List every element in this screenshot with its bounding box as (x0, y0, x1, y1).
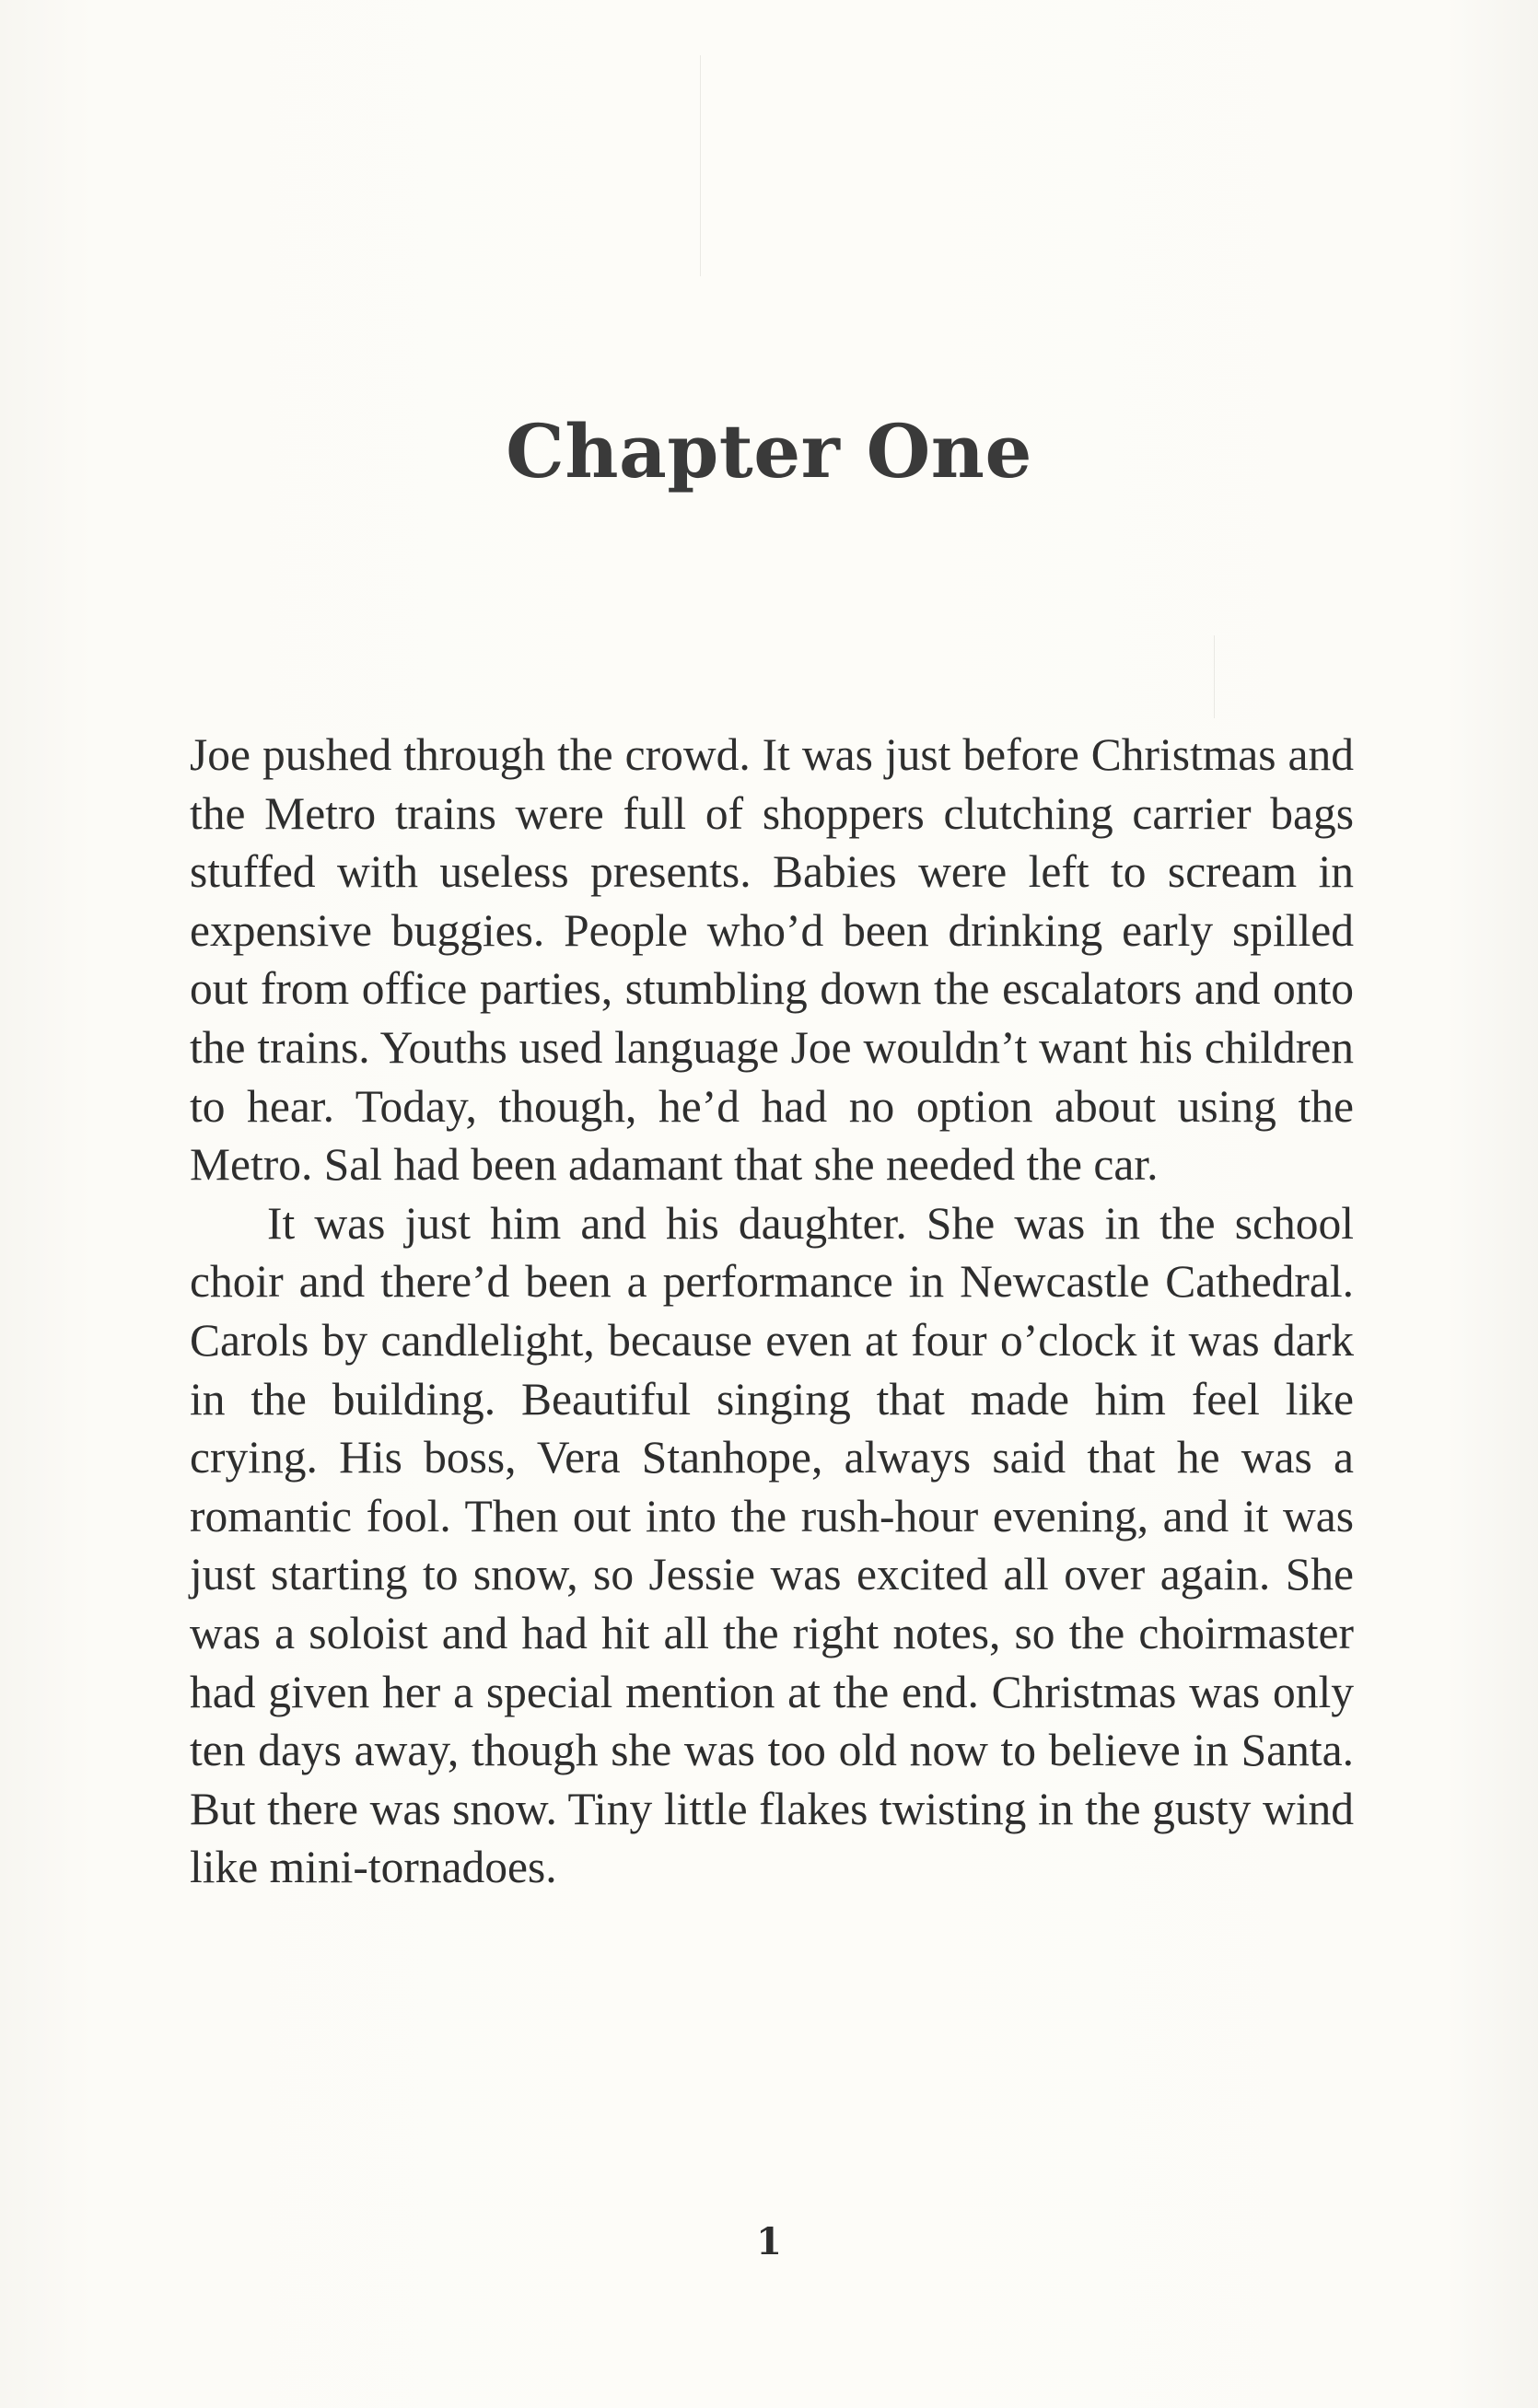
paragraph-1: Joe pushed through the crowd. It was just before Christmas and the Metro trains were full of shoppers clutching carrier bags stuffed with useless presents. Babies were left to scream in expensive buggies. People who’d been drinking early spilled out from office parties, stumbling down the escalators and onto the trains. Youths used language Joe wouldn’t want his children to hear. Today, though, he’d had no option about using the Metro. Sal had been adamant that she needed the car. (190, 729, 1354, 1191)
scan-artifact-line (700, 55, 701, 276)
page-number: 1 (756, 2220, 782, 2263)
chapter-title: Chapter One (506, 408, 1032, 494)
scan-artifact-line (1214, 635, 1215, 718)
paragraph-2: It was just him and his daughter. She was in the school choir and there’d been a performance in Newcastle Cathedral. Carols by candlelight, because even at four o’clock it was dark in the building. Beautiful singing that made him feel like crying. His boss, Vera Stanhope, always said that he was a romantic fool. Then out into the rush-hour evening, and it was just starting to snow, so Jessie was excited all over again. She was a soloist and had hit all the right notes, so the choirmaster had given her a special mention at the end. Christmas was only ten days away, though she was too old now to believe in Santa. But there was snow. Tiny little flakes twisting in the gusty wind like mini-tornadoes. (190, 1197, 1354, 1893)
chapter-body (190, 726, 1354, 1897)
